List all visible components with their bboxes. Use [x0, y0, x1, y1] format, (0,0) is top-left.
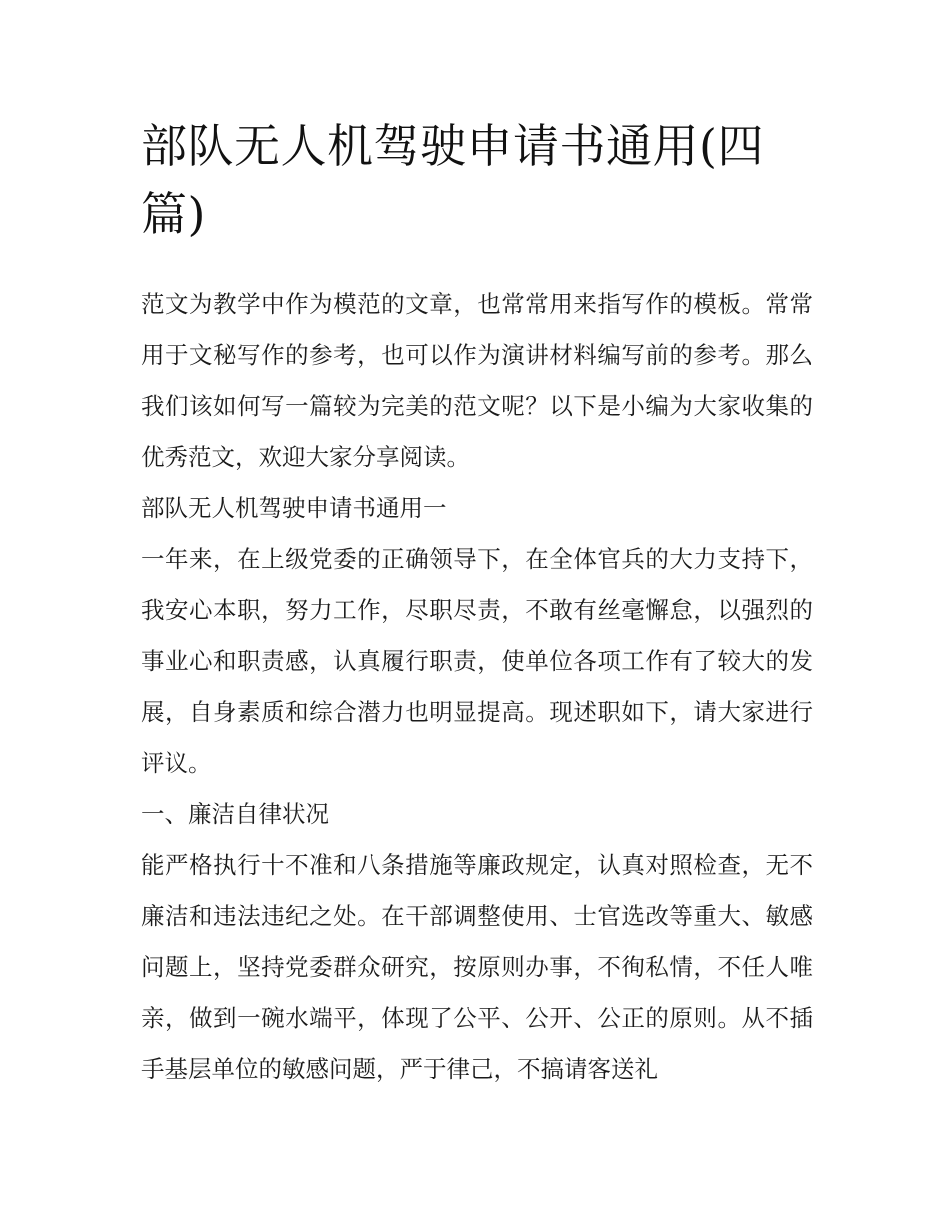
subsection-heading: 一、廉洁自律状况	[141, 800, 329, 828]
document-title: 部队无人机驾驶申请书通用(四篇)	[141, 119, 764, 241]
intro-paragraph: 范文为教学中作为模范的文章，也常常用来指写作的模板。常常用于文秘写作的参考，也可以作为演讲材料编写前的参考。那么我们该如何写一篇较为完美的范文呢？以下是小编为大家收集的优秀范文，欢迎大家分享阅读。	[141, 290, 813, 471]
body-paragraph: 一年来，在上级党委的正确领导下，在全体官兵的大力支持下，我安心本职，努力工作，尽职尽责，不敢有丝毫懈怠，以强烈的事业心和职责感，认真履行职责，使单位各项工作有了较大的发展，自身素质和综合潜力也明显提高。现述职如下，请大家进行评议。	[141, 545, 813, 777]
section-heading: 部队无人机驾驶申请书通用一	[141, 494, 447, 522]
document-body	[141, 279, 813, 1095]
body-paragraph: 能严格执行十不准和八条措施等廉政规定，认真对照检查，无不廉洁和违法违纪之处。在干部调整使用、士官选改等重大、敏感问题上，坚持党委群众研究，按原则办事，不徇私情，不任人唯亲，做到一碗水端平，体现了公平、公开、公正的原则。从不插手基层单位的敏感问题，严于律己，不搞请客送礼	[141, 851, 813, 1083]
